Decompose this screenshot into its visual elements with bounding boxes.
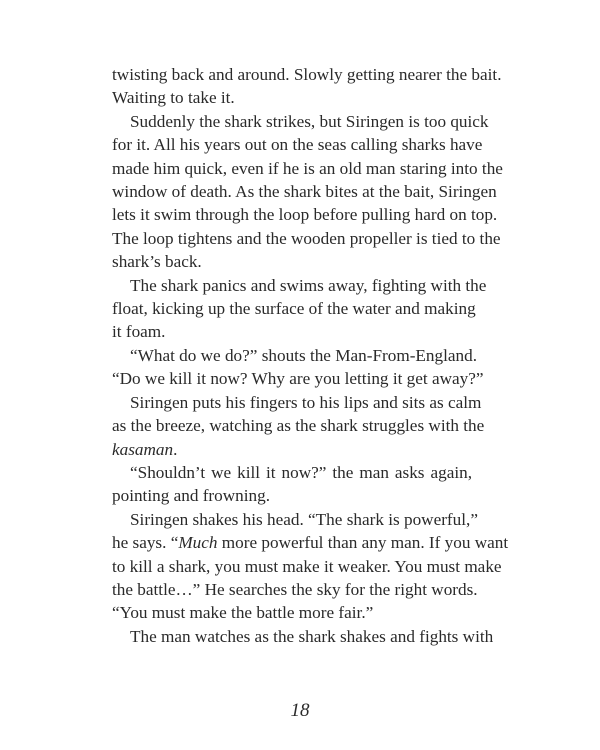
text-line: pointing and frowning.	[112, 486, 271, 506]
text-line: window of death. As the shark bites at the bait, Siringen	[112, 182, 497, 202]
text-fragment: more powerful than any man. If you want	[217, 533, 509, 553]
paragraph-4	[112, 344, 484, 391]
page-body	[112, 63, 509, 648]
text-line: for it. All his years out on the seas calling sharks have	[112, 135, 483, 155]
text-line: “You must make the battle more fair.”	[112, 603, 374, 623]
italic-word: kasaman	[112, 439, 174, 459]
text-line: made him quick, even if he is an old man staring into the	[112, 158, 503, 178]
text-line: it foam.	[112, 322, 166, 342]
text-line: to kill a shark, you must make it weaker. You must make	[112, 556, 502, 576]
text-line: the battle…” He searches the sky for the right words.	[112, 579, 478, 599]
text-line: twisting back and around. Slowly getting nearer the bait.	[112, 65, 502, 84]
text-line: Siringen puts his fingers to his lips and sits as calm	[130, 392, 482, 412]
paragraph-8	[112, 625, 494, 648]
text-line: Siringen shakes his head. “The shark is powerful,”	[130, 509, 478, 529]
text-line: The loop tightens and the wooden propeller is tied to the	[112, 228, 501, 248]
text-line: Suddenly the shark strikes, but Siringen is too quick	[130, 111, 489, 131]
text-line: “Do we kill it now? Why are you letting it get away?”	[112, 369, 484, 389]
text-line: as the breeze, watching as the shark struggles with the	[112, 416, 485, 436]
text-line	[112, 438, 472, 461]
paragraph-6	[112, 461, 472, 508]
text-fragment: he says. “	[112, 533, 179, 553]
punctuation: .	[173, 439, 178, 459]
text-line: “What do we do?” shouts the Man-From-England.	[130, 345, 478, 365]
text-line	[112, 531, 509, 554]
text-line: “Shouldn’t we kill it now?” the man asks again,	[130, 462, 472, 482]
paragraph-5	[112, 391, 485, 461]
text-line: The man watches as the shark shakes and fights with	[130, 626, 494, 646]
paragraph-2	[112, 110, 503, 274]
paragraph-1	[112, 63, 502, 110]
paragraph-3	[112, 274, 487, 344]
italic-word: Much	[178, 533, 218, 553]
text-line: float, kicking up the surface of the water and making	[112, 299, 476, 319]
text-line: shark’s back.	[112, 252, 202, 272]
text-line: The shark panics and swims away, fighting with the	[130, 275, 487, 295]
text-line: lets it swim through the loop before pulling hard on top.	[112, 205, 498, 225]
page-number: 18	[290, 700, 310, 721]
text-line: Waiting to take it.	[112, 88, 235, 108]
paragraph-7	[112, 508, 509, 625]
